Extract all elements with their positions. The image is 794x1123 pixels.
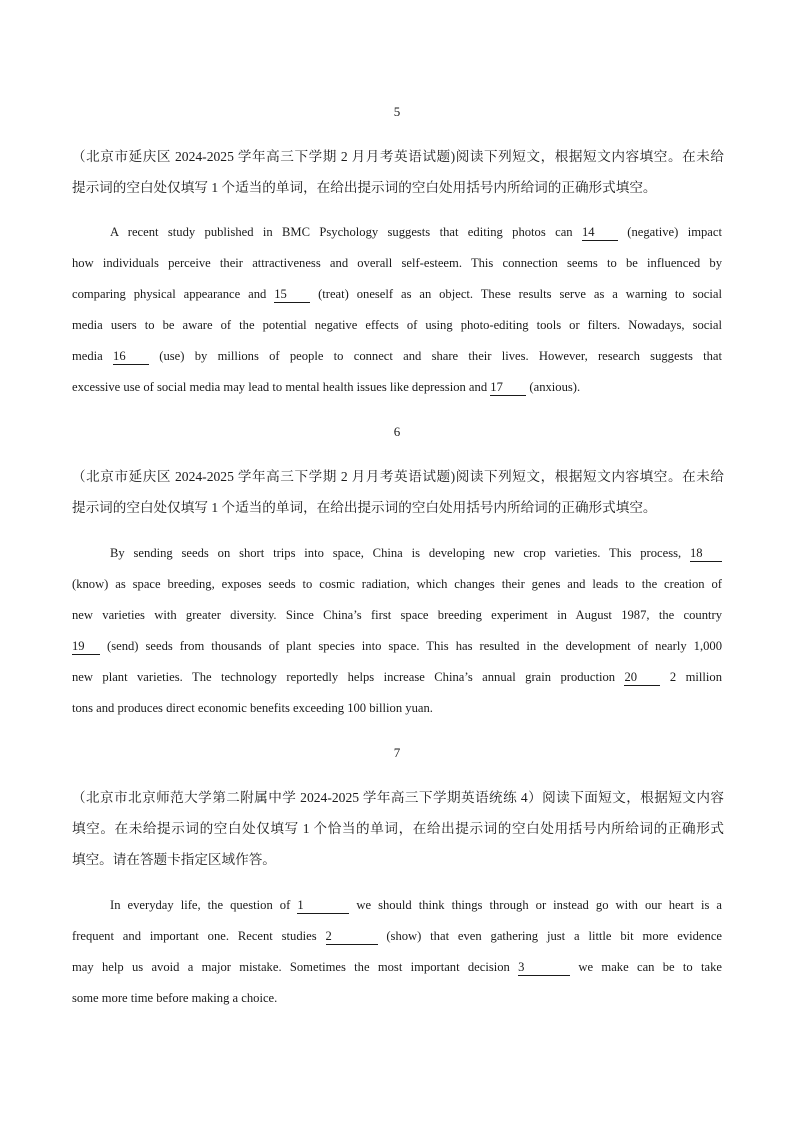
question-instructions (72, 461, 724, 523)
passage-line: tons and produces direct economic benefits exceeding 100 billion yuan. (72, 701, 433, 715)
passage-line: may help us avoid a major mistake. Sometimes the most important decision 3 we make can be to take (72, 960, 722, 974)
answer-blank[interactable]: 19 (72, 639, 100, 655)
instruction-line: 填空。在未给提示词的空白处仅填写 1 个恰当的单词，在给出提示词的空白处用括号内所给词的正确形式 (72, 821, 724, 836)
passage-line: media users to be aware of the potential negative effects of using photo-editing tools or filters. Nowadays, social (72, 318, 722, 332)
answer-blank[interactable]: 2 (326, 929, 378, 945)
passage-line: some more time before making a choice. (72, 991, 278, 1005)
question-number: 6 (393, 424, 401, 439)
answer-blank[interactable]: 20 (624, 670, 660, 686)
instruction-line: 提示词的空白处仅填写 1 个适当的单词，在给出提示词的空白处用括号内所给词的正确形式填空。 (72, 500, 657, 515)
answer-blank[interactable]: 1 (297, 898, 349, 914)
question-number: 5 (393, 104, 401, 119)
passage (72, 538, 722, 724)
passage (72, 890, 722, 1014)
passage-line: In everyday life, the question of 1 we should think things through or instead go with our heart is a (110, 898, 722, 912)
passage-line: frequent and important one. Recent studies 2 (show) that even gathering just a little bit more evidence (72, 929, 722, 943)
passage-line: new varieties with greater diversity. Since China’s first space breeding experiment in August 1987, the country (72, 608, 722, 622)
answer-blank[interactable]: 14 (582, 225, 618, 241)
passage-line: excessive use of social media may lead to mental health issues like depression and 17 (anxious). (72, 380, 581, 394)
instruction-line: （北京市延庆区 2024-2025 学年高三下学期 2 月月考英语试题)阅读下列短文，根据短文内容填空。在未给 (72, 149, 724, 164)
passage-line: how individuals perceive their attractiveness and overall self-esteem. This connection seems to be influenced by (72, 256, 722, 270)
instruction-line: （北京市北京师范大学第二附属中学 2024-2025 学年高三下学期英语统练 4）阅读下面短文，根据短文内容 (72, 790, 724, 805)
question-number: 7 (393, 745, 401, 760)
passage (72, 217, 722, 403)
passage-line: (know) as space breeding, exposes seeds to cosmic radiation, which changes their genes and leads to the creation of (72, 577, 722, 591)
passage-line: comparing physical appearance and 15 (treat) oneself as an object. These results serve as a warning to social (72, 287, 722, 301)
question-instructions (72, 141, 724, 203)
passage-line: 19 (send) seeds from thousands of plant species into space. This has resulted in the development of nearly 1,000 (72, 639, 722, 653)
instruction-line: （北京市延庆区 2024-2025 学年高三下学期 2 月月考英语试题)阅读下列短文，根据短文内容填空。在未给 (72, 469, 724, 484)
answer-blank[interactable]: 3 (518, 960, 570, 976)
passage-line: By sending seeds on short trips into space, China is developing new crop varieties. This process, 18 (72, 538, 722, 569)
answer-blank[interactable]: 18 (690, 546, 722, 562)
instruction-line: 填空。请在答题卡指定区域作答。 (72, 852, 276, 867)
instruction-line: 提示词的空白处仅填写 1 个适当的单词，在给出提示词的空白处用括号内所给词的正确形式填空。 (72, 180, 657, 195)
question-instructions (72, 782, 724, 875)
answer-blank[interactable]: 17 (490, 380, 526, 396)
passage-line: A recent study published in BMC Psychology suggests that editing photos can 14 (negative) impact (110, 225, 722, 239)
answer-blank[interactable]: 15 (274, 287, 310, 303)
answer-blank[interactable]: 16 (113, 349, 149, 365)
passage-line: media 16 (use) by millions of people to connect and share their lives. However, research suggests that (72, 349, 723, 363)
passage-line: new plant varieties. The technology reportedly helps increase China’s annual grain production 20 2 million (72, 670, 723, 684)
